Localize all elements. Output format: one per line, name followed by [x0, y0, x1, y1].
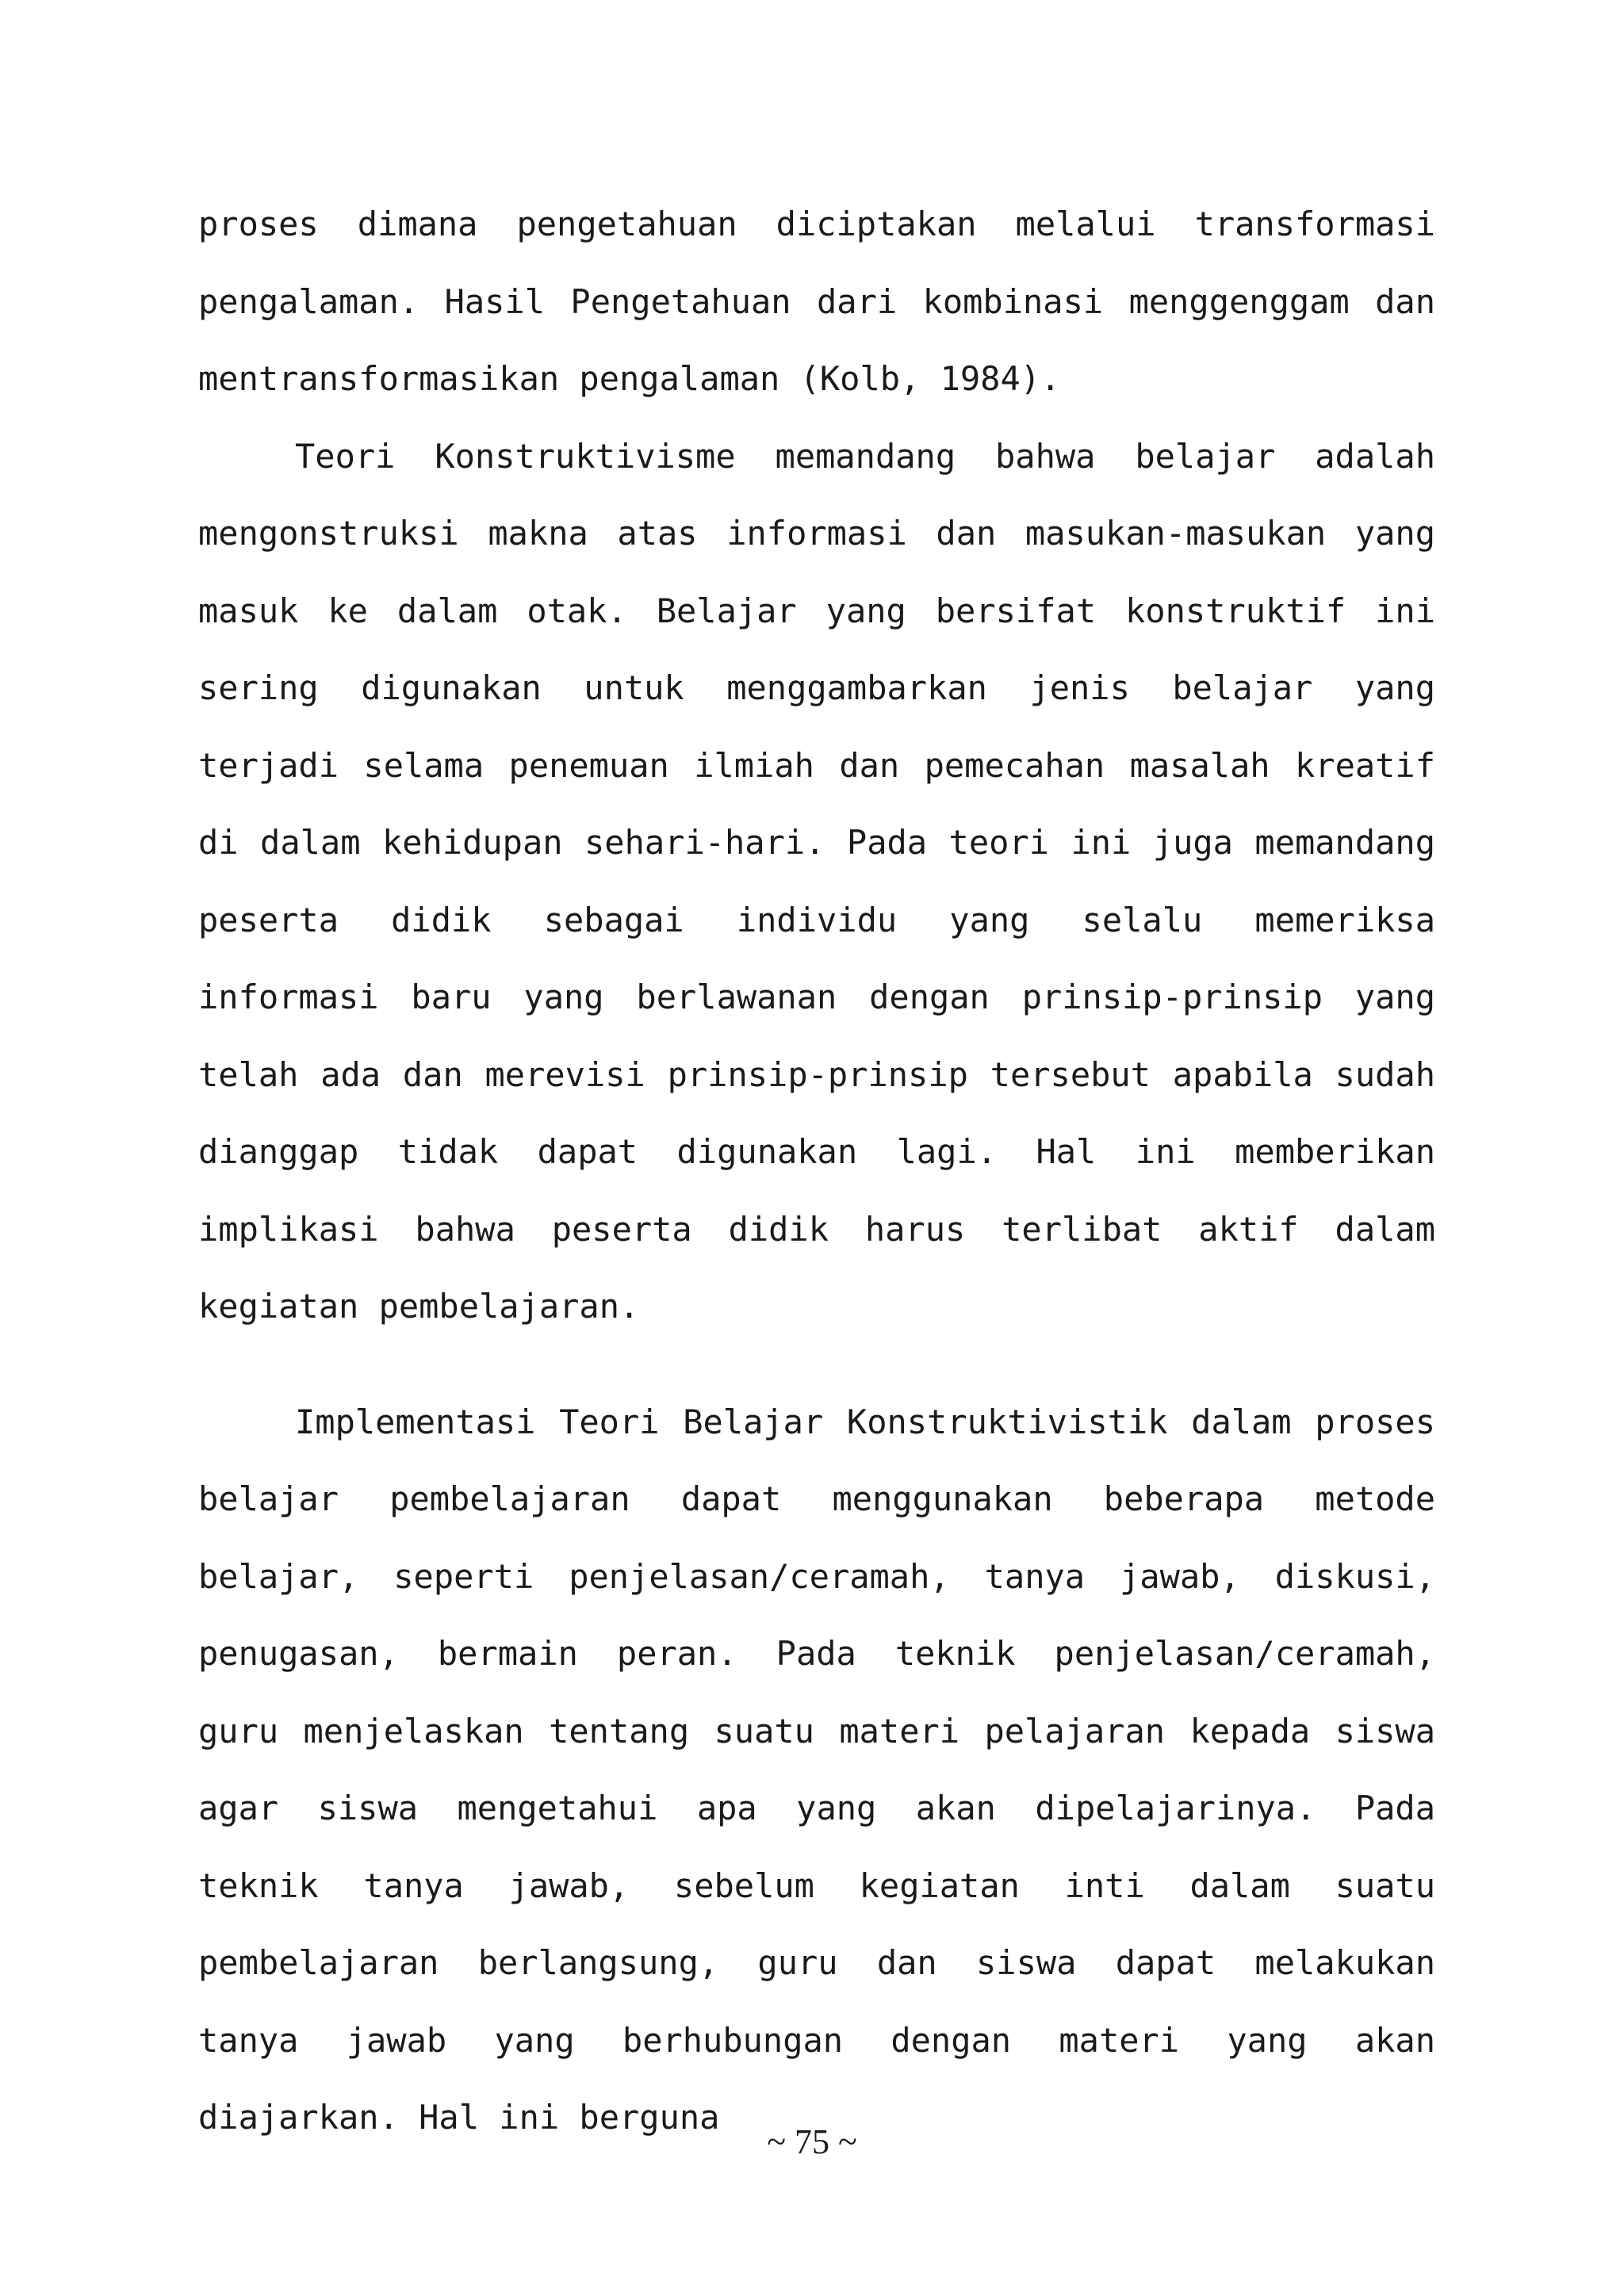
paragraph-implementation: Implementasi Teori Belajar Konstruktivistik dalam proses belajar pembelajaran dapat menggunakan beberapa metode belajar, seperti penjelasan/ceramah, tanya jawab, diskusi, penugasan, bermain peran. Pada teknik penjelasan/ceramah, guru menjelaskan tentang suatu materi pelajaran kepada siswa agar siswa mengetahui apa yang akan dipelajarinya. Pada teknik tanya jawab, sebelum kegiatan inti dalam suatu pembelajaran berlangsung, guru dan siswa dapat melakukan tanya jawab yang berhubungan dengan materi yang akan diajarkan. Hal ini berguna [198, 1402, 1435, 2137]
body-text [198, 186, 1435, 2156]
page-number: ~ 75 ~ [767, 2122, 857, 2161]
paragraph-continuation: proses dimana pengetahuan diciptakan melalui transformasi pengalaman. Hasil Pengetahuan dari kombinasi menggenggam dan mentransformasikan pengalaman (Kolb, 1984). [198, 205, 1435, 398]
paragraph-constructivism: Teori Konstruktivisme memandang bahwa belajar adalah mengonstruksi makna atas informasi dan masukan-masukan yang masuk ke dalam otak. Belajar yang bersifat konstruktif ini sering digunakan untuk menggambarkan jenis belajar yang terjadi selama penemuan ilmiah dan pemecahan masalah kreatif di dalam kehidupan sehari-hari. Pada teori ini juga memandang peserta didik sebagai individu yang selalu memeriksa informasi baru yang berlawanan dengan prinsip-prinsip yang telah ada dan merevisi prinsip-prinsip tersebut apabila sudah dianggap tidak dapat digunakan lagi. Hal ini memberikan implikasi bahwa peserta didik harus terlibat aktif dalam kegiatan pembelajaran. [198, 436, 1435, 1326]
